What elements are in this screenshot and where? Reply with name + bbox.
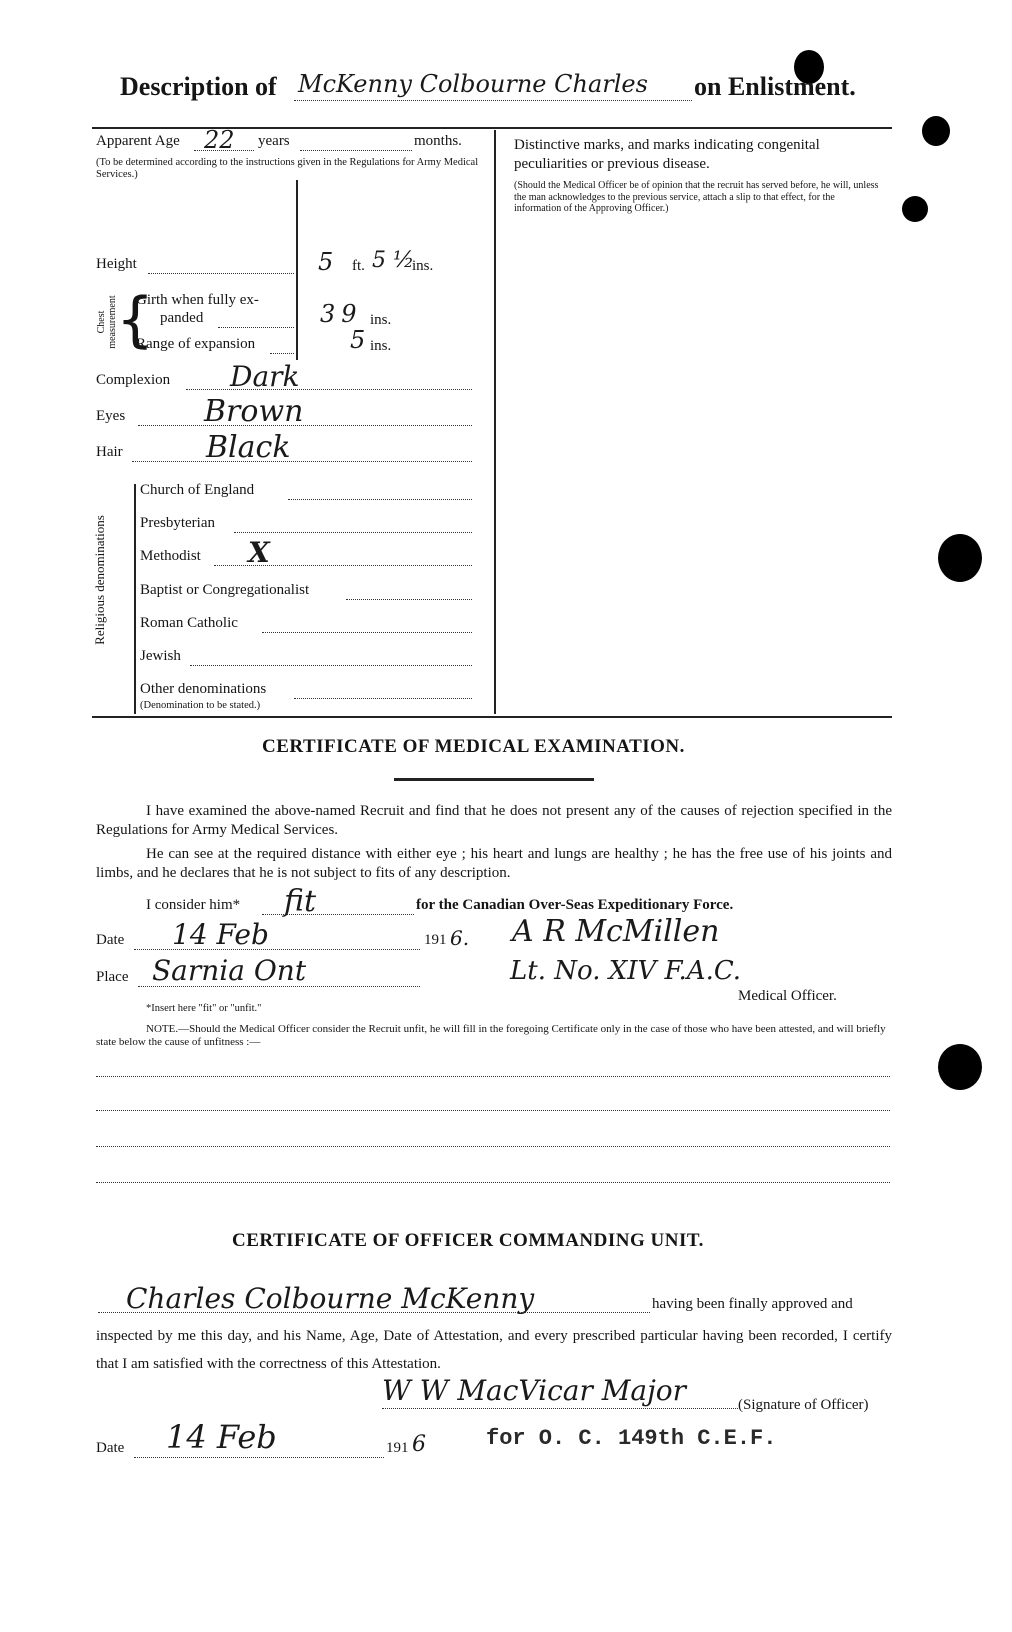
complexion-label: Complexion — [96, 372, 171, 388]
height-label: Height — [96, 256, 137, 272]
religion-baptist: Baptist or Congregationalist — [140, 582, 310, 598]
complexion-line — [186, 389, 472, 390]
girth-label-1: Girth when fully ex- — [136, 292, 259, 308]
commanding-signature-line — [382, 1408, 738, 1409]
insert-note: *Insert here "fit" or "unfit." — [146, 1003, 262, 1014]
commanding-name-line — [98, 1312, 650, 1313]
eyes-label: Eyes — [96, 408, 126, 424]
place-label: Place — [96, 969, 129, 985]
binder-hole-3 — [902, 196, 928, 222]
section-bottom-rule — [92, 716, 892, 718]
range-value: 5 — [350, 326, 366, 354]
other-line — [294, 698, 472, 699]
height-in-value: 5 ½ — [372, 248, 415, 273]
commanding-year-prefix: 191 — [386, 1440, 409, 1456]
hair-line — [132, 461, 472, 462]
header-title-right: on Enlistment. — [694, 72, 856, 101]
years-label: years — [258, 133, 290, 149]
complexion-value: Dark — [230, 360, 300, 393]
medical-title: CERTIFICATE OF MEDICAL EXAMINATION. — [262, 736, 685, 757]
height-ins-label: ins. — [412, 258, 434, 274]
binder-hole-5 — [938, 1044, 982, 1090]
religion-mark: X — [248, 536, 270, 569]
ft-label: ft. — [352, 258, 365, 274]
months-label: months. — [414, 133, 462, 149]
chest-brace: { — [116, 285, 155, 355]
girth-label-2: panded — [160, 310, 204, 326]
months-line — [300, 150, 412, 151]
medical-year-suffix: 6. — [450, 926, 470, 950]
medical-year-prefix: 191 — [424, 932, 447, 948]
denomination-note: (Denomination to be stated.) — [140, 700, 261, 711]
girth-line — [218, 327, 294, 328]
religion-roman-catholic: Roman Catholic — [140, 615, 238, 631]
commanding-year-suffix: 6 — [412, 1432, 426, 1457]
marks-title: Distinctive marks, and marks indicating congenital peculiarities or previous disease. — [514, 137, 820, 172]
medical-officer-unit: Lt. No. XIV F.A.C. — [510, 956, 742, 986]
presbyterian-line — [234, 532, 472, 533]
religion-presbyterian: Presbyterian — [140, 515, 215, 531]
unfit-line-2 — [96, 1110, 890, 1111]
eyes-value: Brown — [204, 394, 304, 429]
force-label: for the Canadian Over-Seas Expeditionary Force. — [416, 897, 734, 913]
religion-other: Other denominations — [140, 681, 267, 697]
medical-officer-label: Medical Officer. — [738, 988, 837, 1004]
chest-label: Chest measurement — [96, 295, 118, 349]
commanding-stamp: for O. C. 149th C.E.F. — [486, 1426, 777, 1451]
medical-date-label: Date — [96, 932, 125, 948]
commanding-title: CERTIFICATE OF OFFICER COMMANDING UNIT. — [232, 1230, 704, 1251]
consider-value: fit — [284, 884, 317, 919]
age-label: Apparent Age — [96, 133, 180, 149]
medical-title-rule — [394, 778, 594, 781]
baptist-line — [346, 599, 472, 600]
height-ft-value: 5 — [318, 248, 334, 276]
commanding-date-label: Date — [96, 1440, 125, 1456]
medical-note: NOTE.—Should the Medical Officer consider the Recruit unfit, he will fill in the foregoing Certificate only in the case of those who have been attested, and will briefly state below the cause of unfitness :— — [96, 1023, 886, 1048]
binder-hole-2 — [922, 116, 950, 146]
medical-para-2: He can see at the required distance with either eye ; his heart and lungs are healthy ; he has the free use of his joints and limbs, and he declares that he is not subject to fits of any description. — [96, 846, 892, 881]
header-name-line — [294, 100, 692, 101]
binder-hole-4 — [938, 534, 982, 582]
religion-church-of-england: Church of England — [140, 482, 255, 498]
age-note: (To be determined according to the instructions given in the Regulations for Army Medical Services.) — [96, 157, 479, 180]
column-divider — [494, 130, 496, 714]
consider-label: I consider him* — [146, 897, 241, 913]
hair-label: Hair — [96, 444, 123, 460]
hair-value: Black — [206, 430, 291, 465]
place-value: Sarnia Ont — [152, 954, 307, 987]
jewish-line — [190, 665, 472, 666]
church-line — [288, 499, 472, 500]
medical-officer-signature: A R McMillen — [512, 914, 720, 949]
commanding-date-value: 14 Feb — [166, 1418, 277, 1456]
commanding-signature: W W MacVicar Major — [382, 1374, 687, 1407]
header-name-handwritten: McKenny Colbourne Charles — [298, 70, 648, 98]
religion-label: Religious denominations — [92, 515, 107, 645]
commanding-name-handwritten: Charles Colbourne McKenny — [126, 1282, 535, 1315]
marks-note: (Should the Medical Officer be of opinion that the recruit has served before, he will, unless the man acknowledges to the previous service, attach a slip to that effect, for the information of the Approving Officer.) — [514, 180, 879, 214]
commanding-para: inspected by me this day, and his Name, Age, Date of Attestation, and every prescribed particular having been recorded, I certify that I am satisfied with the correctness of this Attestation. — [96, 1328, 892, 1372]
range-label: Range of expansion — [136, 336, 256, 352]
girth-ins-label: ins. — [370, 312, 392, 328]
religion-jewish: Jewish — [140, 648, 181, 664]
eyes-line — [138, 425, 472, 426]
measure-divider — [296, 180, 298, 360]
range-line — [270, 353, 294, 354]
unfit-line-1 — [96, 1076, 890, 1077]
header-title-left: Description of — [120, 72, 277, 101]
range-ins-label: ins. — [370, 338, 392, 354]
unfit-line-3 — [96, 1146, 890, 1147]
commanding-line1-suffix: having been finally approved and — [652, 1296, 853, 1312]
catholic-line — [262, 632, 472, 633]
commanding-signature-label: (Signature of Officer) — [738, 1397, 869, 1413]
religion-methodist: Methodist — [140, 548, 201, 564]
age-value: 22 — [204, 126, 235, 154]
religion-bracket — [134, 484, 136, 714]
girth-value: 39 — [320, 300, 363, 328]
medical-date-value: 14 Feb — [172, 918, 269, 951]
commanding-date-line — [134, 1457, 384, 1458]
unfit-line-4 — [96, 1182, 890, 1183]
height-line — [148, 273, 294, 274]
medical-para-1: I have examined the above-named Recruit and find that he does not present any of the causes of rejection specified in the Regulations for Army Medical Services. — [96, 803, 892, 838]
